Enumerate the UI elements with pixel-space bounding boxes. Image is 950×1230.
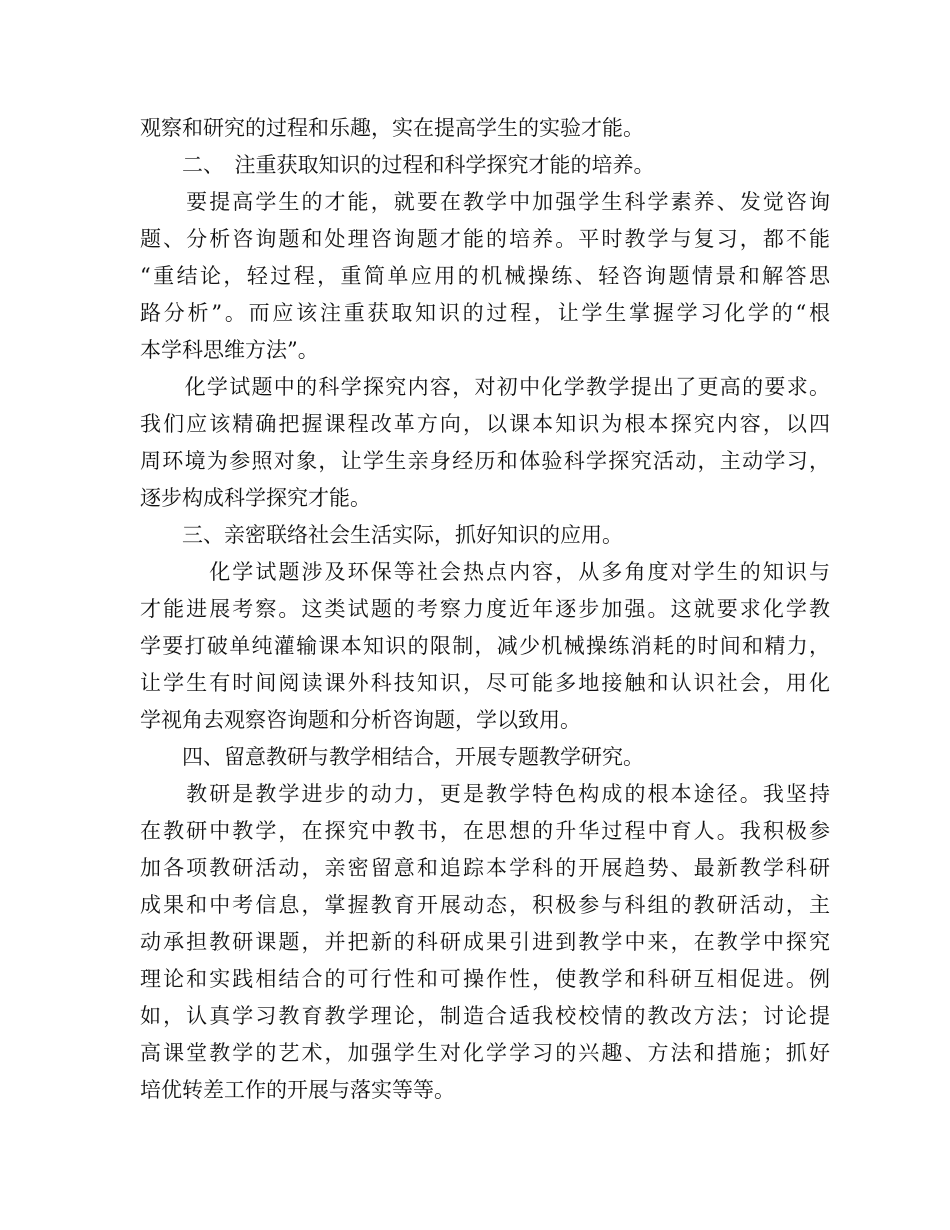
- text-line: “重结论，轻过程，重简单应用的机械操练、轻咨询题情景和解答思: [140, 264, 830, 288]
- text-line: 学视角去观察咨询题和分析咨询题，学以致用。: [140, 708, 581, 732]
- text-line: 化学试题中的科学探究内容，对初中化学教学提出了更高的要求。: [140, 375, 830, 399]
- text-line: 要提高学生的才能，就要在教学中加强学生科学素养、发觉咨询: [140, 190, 830, 214]
- text-line: 如，认真学习教育教学理论，制造合适我校校情的教改方法；讨论提: [140, 1004, 830, 1028]
- text-line: 观察和研究的过程和乐趣，实在提高学生的实验才能。: [140, 116, 644, 140]
- text-line: 周环境为参照对象，让学生亲身经历和体验科学探究活动，主动学习，: [140, 449, 830, 473]
- text-line: 加各项教研活动，亲密留意和追踪本学科的开展趋势、最新教学科研: [140, 856, 830, 880]
- text-line: 理论和实践相结合的可行性和可操作性，使教学和科研互相促进。例: [140, 967, 830, 991]
- text-line: 在教研中教学，在探究中教书，在思想的升华过程中育人。我积极参: [140, 819, 830, 843]
- text-line: 动承担教研课题，并把新的科研成果引进到教学中来，在教学中探究: [140, 930, 830, 954]
- text-line: 培优转差工作的开展与落实等等。: [140, 1078, 455, 1102]
- text-line: 逐步构成科学探究才能。: [140, 486, 371, 510]
- text-line: 本学科思维方法”。: [140, 338, 319, 362]
- text-line: 才能进展考察。这类试题的考察力度近年逐步加强。这就要求化学教: [140, 597, 830, 621]
- section-heading-2: 二、 注重获取知识的过程和科学探究才能的培养。: [140, 153, 655, 177]
- text-line: 学要打破单纯灌输课本知识的限制，减少机械操练消耗的时间和精力，: [140, 634, 830, 658]
- text-line: 我们应该精确把握课程改革方向，以课本知识为根本探究内容，以四: [140, 412, 830, 436]
- section-heading-4: 四、留意教研与教学相结合，开展专题教学研究。: [140, 745, 644, 769]
- text-line: 让学生有时间阅读课外科技知识，尽可能多地接触和认识社会，用化: [140, 671, 830, 695]
- text-line: 化学试题涉及环保等社会热点内容，从多角度对学生的知识与: [140, 560, 830, 584]
- section-heading-3: 三、亲密联络社会生活实际，抓好知识的应用。: [140, 523, 623, 547]
- text-line: 教研是教学进步的动力，更是教学特色构成的根本途径。我坚持: [140, 782, 830, 806]
- text-line: 题、分析咨询题和处理咨询题才能的培养。平时教学与复习，都不能: [140, 227, 830, 251]
- text-line: 路分析”。而应该注重获取知识的过程，让学生掌握学习化学的“根: [140, 301, 830, 325]
- text-line: 高课堂教学的艺术，加强学生对化学学习的兴趣、方法和措施；抓好: [140, 1041, 830, 1065]
- text-line: 成果和中考信息，掌握教育开展动态，积极参与科组的教研活动，主: [140, 893, 830, 917]
